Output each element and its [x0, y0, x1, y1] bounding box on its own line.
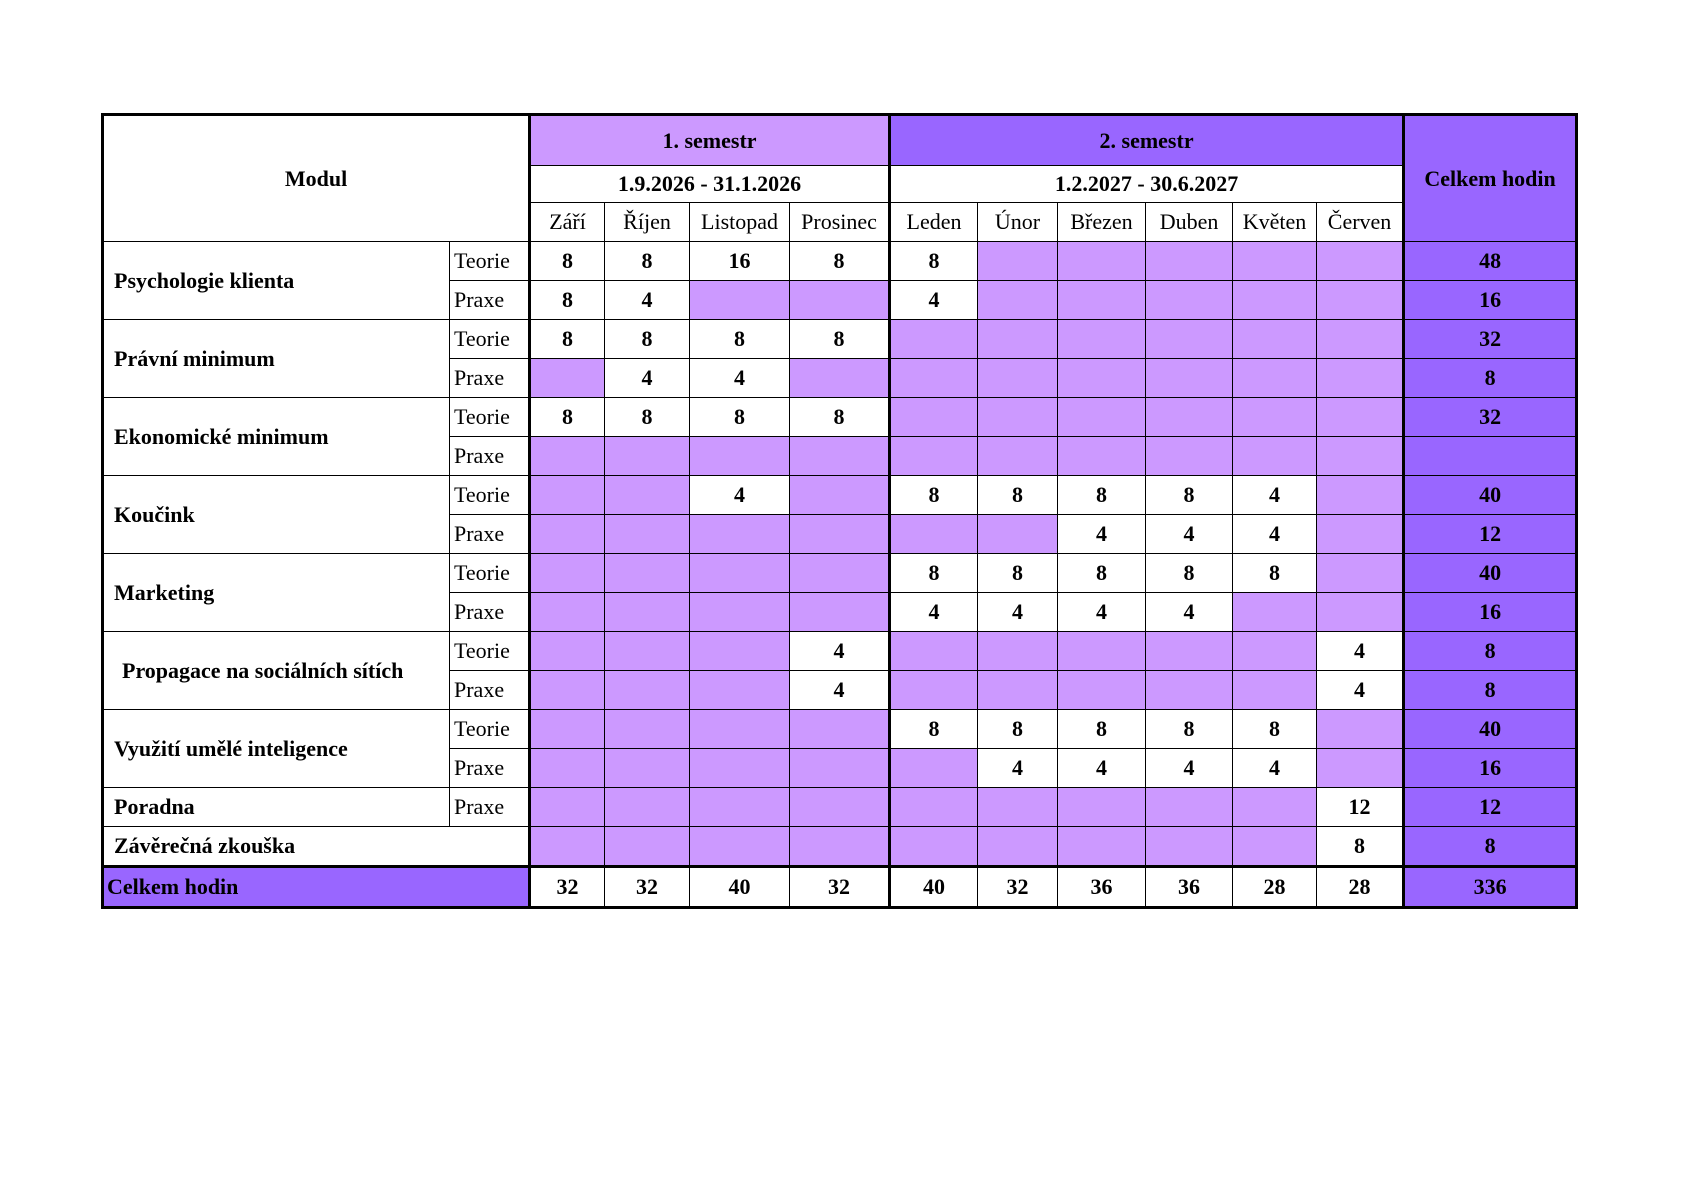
hours-cell [605, 437, 690, 476]
hours-cell [1146, 320, 1233, 359]
schedule-table [101, 113, 1578, 909]
hours-cell [1146, 281, 1233, 320]
hours-cell [690, 632, 790, 671]
hours-cell: 4 [890, 281, 978, 320]
total-header: Celkem hodin [1404, 115, 1577, 242]
hours-cell [790, 359, 890, 398]
hours-cell [1233, 593, 1317, 632]
hours-cell [690, 671, 790, 710]
type-label: Praxe [450, 437, 530, 476]
type-label: Praxe [450, 788, 530, 827]
hours-cell: 4 [978, 749, 1058, 788]
hours-cell [790, 281, 890, 320]
month-header: Září [530, 203, 605, 242]
type-label: Praxe [450, 749, 530, 788]
month-header: Únor [978, 203, 1058, 242]
footer-value: 32 [605, 867, 690, 908]
hours-cell [530, 359, 605, 398]
hours-cell: 8 [1058, 554, 1146, 593]
hours-cell [1058, 671, 1146, 710]
month-header: Listopad [690, 203, 790, 242]
hours-cell [790, 788, 890, 827]
hours-cell [890, 359, 978, 398]
month-header: Prosinec [790, 203, 890, 242]
hours-cell: 4 [978, 593, 1058, 632]
hours-cell [605, 827, 690, 867]
hours-cell [790, 593, 890, 632]
hours-cell: 4 [1317, 671, 1404, 710]
hours-cell: 8 [1317, 827, 1404, 867]
row-total: 16 [1404, 281, 1577, 320]
hours-cell [1233, 320, 1317, 359]
hours-cell [890, 632, 978, 671]
hours-cell [790, 827, 890, 867]
hours-cell [690, 593, 790, 632]
hours-cell [1317, 476, 1404, 515]
hours-cell: 4 [1058, 515, 1146, 554]
row-total: 32 [1404, 398, 1577, 437]
hours-cell: 8 [1058, 476, 1146, 515]
hours-cell [530, 437, 605, 476]
footer-label: Celkem hodin [103, 867, 530, 908]
hours-cell [605, 554, 690, 593]
type-label: Praxe [450, 593, 530, 632]
hours-cell: 8 [530, 320, 605, 359]
hours-cell: 4 [1317, 632, 1404, 671]
hours-cell: 4 [605, 281, 690, 320]
footer-value: 32 [978, 867, 1058, 908]
hours-cell [530, 788, 605, 827]
hours-cell [690, 749, 790, 788]
hours-cell: 4 [790, 671, 890, 710]
hours-cell [890, 398, 978, 437]
month-header: Říjen [605, 203, 690, 242]
footer-value: 28 [1317, 867, 1404, 908]
hours-cell [605, 788, 690, 827]
hours-cell [890, 788, 978, 827]
hours-cell [1233, 671, 1317, 710]
hours-cell [1146, 359, 1233, 398]
month-header: Březen [1058, 203, 1146, 242]
hours-cell [690, 281, 790, 320]
semester2-header: 2. semestr [890, 115, 1404, 166]
footer-value: 32 [530, 867, 605, 908]
hours-cell [1146, 827, 1233, 867]
hours-cell: 4 [690, 359, 790, 398]
hours-cell [978, 671, 1058, 710]
row-total: 16 [1404, 749, 1577, 788]
hours-cell: 8 [790, 242, 890, 281]
type-label: Teorie [450, 554, 530, 593]
hours-cell [1146, 671, 1233, 710]
hours-cell: 4 [1233, 749, 1317, 788]
module-name: Ekonomické minimum [103, 398, 450, 476]
hours-cell: 4 [1233, 476, 1317, 515]
hours-cell [690, 710, 790, 749]
module-name: Právní minimum [103, 320, 450, 398]
hours-cell [690, 554, 790, 593]
hours-cell: 4 [890, 593, 978, 632]
row-total: 12 [1404, 788, 1577, 827]
row-total: 8 [1404, 827, 1577, 867]
row-total: 12 [1404, 515, 1577, 554]
hours-cell: 8 [1058, 710, 1146, 749]
module-name: Poradna [103, 788, 450, 827]
type-label: Teorie [450, 242, 530, 281]
hours-cell [1233, 437, 1317, 476]
hours-cell [530, 515, 605, 554]
semester2-dates: 1.2.2027 - 30.6.2027 [890, 166, 1404, 203]
month-header: Duben [1146, 203, 1233, 242]
hours-cell [1058, 788, 1146, 827]
hours-cell [978, 827, 1058, 867]
hours-cell [605, 593, 690, 632]
hours-cell: 8 [530, 398, 605, 437]
module-name: Využití umělé inteligence [103, 710, 450, 788]
hours-cell: 4 [605, 359, 690, 398]
hours-cell [890, 437, 978, 476]
hours-cell: 8 [1146, 710, 1233, 749]
hours-cell [978, 515, 1058, 554]
hours-cell: 4 [1146, 515, 1233, 554]
row-total: 48 [1404, 242, 1577, 281]
module-name: Psychologie klienta [103, 242, 450, 320]
hours-cell [1058, 632, 1146, 671]
hours-cell: 8 [890, 476, 978, 515]
type-label: Teorie [450, 320, 530, 359]
hours-cell [790, 554, 890, 593]
semester1-dates: 1.9.2026 - 31.1.2026 [530, 166, 890, 203]
hours-cell [1058, 281, 1146, 320]
module-name: Koučink [103, 476, 450, 554]
hours-cell: 8 [530, 242, 605, 281]
hours-cell [1317, 281, 1404, 320]
footer-value: 40 [690, 867, 790, 908]
hours-cell: 8 [890, 710, 978, 749]
module-name: Propagace na sociálních sítích [103, 632, 450, 710]
hours-cell: 4 [1058, 593, 1146, 632]
row-total: 40 [1404, 476, 1577, 515]
hours-cell: 4 [1146, 749, 1233, 788]
hours-cell [1146, 242, 1233, 281]
month-header: Červen [1317, 203, 1404, 242]
hours-cell [1233, 827, 1317, 867]
hours-cell: 8 [605, 242, 690, 281]
hours-cell [890, 515, 978, 554]
hours-cell [1233, 632, 1317, 671]
footer-value: 40 [890, 867, 978, 908]
hours-cell [530, 632, 605, 671]
hours-cell [1146, 788, 1233, 827]
hours-cell [790, 710, 890, 749]
hours-cell: 8 [978, 554, 1058, 593]
month-header: Leden [890, 203, 978, 242]
hours-cell [978, 788, 1058, 827]
hours-cell: 8 [790, 398, 890, 437]
type-label: Praxe [450, 281, 530, 320]
hours-cell [1317, 710, 1404, 749]
row-total: 32 [1404, 320, 1577, 359]
hours-cell: 8 [978, 710, 1058, 749]
row-total: 40 [1404, 554, 1577, 593]
hours-cell [1317, 593, 1404, 632]
hours-cell [605, 710, 690, 749]
row-total: 40 [1404, 710, 1577, 749]
hours-cell [605, 632, 690, 671]
hours-cell [1058, 320, 1146, 359]
hours-cell [530, 827, 605, 867]
hours-cell: 8 [1146, 476, 1233, 515]
hours-cell [1317, 242, 1404, 281]
hours-cell [605, 749, 690, 788]
hours-cell [1317, 320, 1404, 359]
hours-cell [530, 593, 605, 632]
hours-cell [605, 515, 690, 554]
hours-cell: 12 [1317, 788, 1404, 827]
hours-cell [790, 515, 890, 554]
hours-cell: 8 [890, 554, 978, 593]
row-total: 16 [1404, 593, 1577, 632]
type-label: Praxe [450, 515, 530, 554]
hours-cell [790, 437, 890, 476]
type-label: Teorie [450, 710, 530, 749]
hours-cell: 8 [978, 476, 1058, 515]
hours-cell [690, 827, 790, 867]
hours-cell: 4 [690, 476, 790, 515]
type-label: Praxe [450, 359, 530, 398]
hours-cell [978, 398, 1058, 437]
hours-cell [1317, 359, 1404, 398]
hours-cell [530, 749, 605, 788]
hours-cell: 8 [1233, 710, 1317, 749]
hours-cell [530, 554, 605, 593]
type-label: Teorie [450, 398, 530, 437]
hours-cell [1058, 437, 1146, 476]
hours-cell: 8 [605, 398, 690, 437]
hours-cell [890, 749, 978, 788]
footer-value: 28 [1233, 867, 1317, 908]
hours-cell [1058, 827, 1146, 867]
hours-cell [1058, 398, 1146, 437]
hours-cell [790, 749, 890, 788]
hours-cell: 4 [1058, 749, 1146, 788]
hours-cell [605, 671, 690, 710]
type-label: Praxe [450, 671, 530, 710]
row-total: 8 [1404, 359, 1577, 398]
hours-cell [978, 632, 1058, 671]
hours-cell [1146, 437, 1233, 476]
hours-cell [1146, 398, 1233, 437]
footer-value: 36 [1146, 867, 1233, 908]
hours-cell [605, 476, 690, 515]
hours-cell [690, 515, 790, 554]
hours-cell [890, 671, 978, 710]
module-name: Marketing [103, 554, 450, 632]
semester1-header: 1. semestr [530, 115, 890, 166]
hours-cell [1233, 281, 1317, 320]
hours-cell [1146, 632, 1233, 671]
footer-total: 336 [1404, 867, 1577, 908]
hours-cell: 8 [690, 320, 790, 359]
hours-cell: 8 [1233, 554, 1317, 593]
type-label: Teorie [450, 632, 530, 671]
hours-cell [690, 437, 790, 476]
hours-cell: 8 [1146, 554, 1233, 593]
hours-cell [690, 788, 790, 827]
modul-header: Modul [103, 115, 530, 242]
hours-cell [1317, 749, 1404, 788]
hours-cell: 8 [605, 320, 690, 359]
hours-cell [1317, 515, 1404, 554]
module-name: Závěrečná zkouška [103, 827, 530, 867]
hours-cell: 8 [530, 281, 605, 320]
hours-cell: 4 [1146, 593, 1233, 632]
hours-cell [978, 359, 1058, 398]
type-label: Teorie [450, 476, 530, 515]
hours-cell [890, 827, 978, 867]
hours-cell: 16 [690, 242, 790, 281]
hours-cell [978, 437, 1058, 476]
hours-cell [978, 320, 1058, 359]
hours-cell [790, 476, 890, 515]
hours-cell [530, 671, 605, 710]
row-total: 8 [1404, 632, 1577, 671]
hours-cell [1058, 359, 1146, 398]
hours-cell [1233, 359, 1317, 398]
hours-cell [1233, 398, 1317, 437]
hours-cell: 8 [890, 242, 978, 281]
hours-cell: 8 [690, 398, 790, 437]
hours-cell: 8 [790, 320, 890, 359]
hours-cell [1058, 242, 1146, 281]
row-total [1404, 437, 1577, 476]
hours-cell [978, 281, 1058, 320]
footer-value: 36 [1058, 867, 1146, 908]
hours-cell [1317, 437, 1404, 476]
hours-cell [1233, 788, 1317, 827]
row-total: 8 [1404, 671, 1577, 710]
footer-value: 32 [790, 867, 890, 908]
hours-cell: 4 [790, 632, 890, 671]
month-header: Květen [1233, 203, 1317, 242]
hours-cell [530, 476, 605, 515]
hours-cell [978, 242, 1058, 281]
hours-cell [1317, 554, 1404, 593]
hours-cell [1233, 242, 1317, 281]
hours-cell [890, 320, 978, 359]
hours-cell: 4 [1233, 515, 1317, 554]
hours-cell [530, 710, 605, 749]
hours-cell [1317, 398, 1404, 437]
